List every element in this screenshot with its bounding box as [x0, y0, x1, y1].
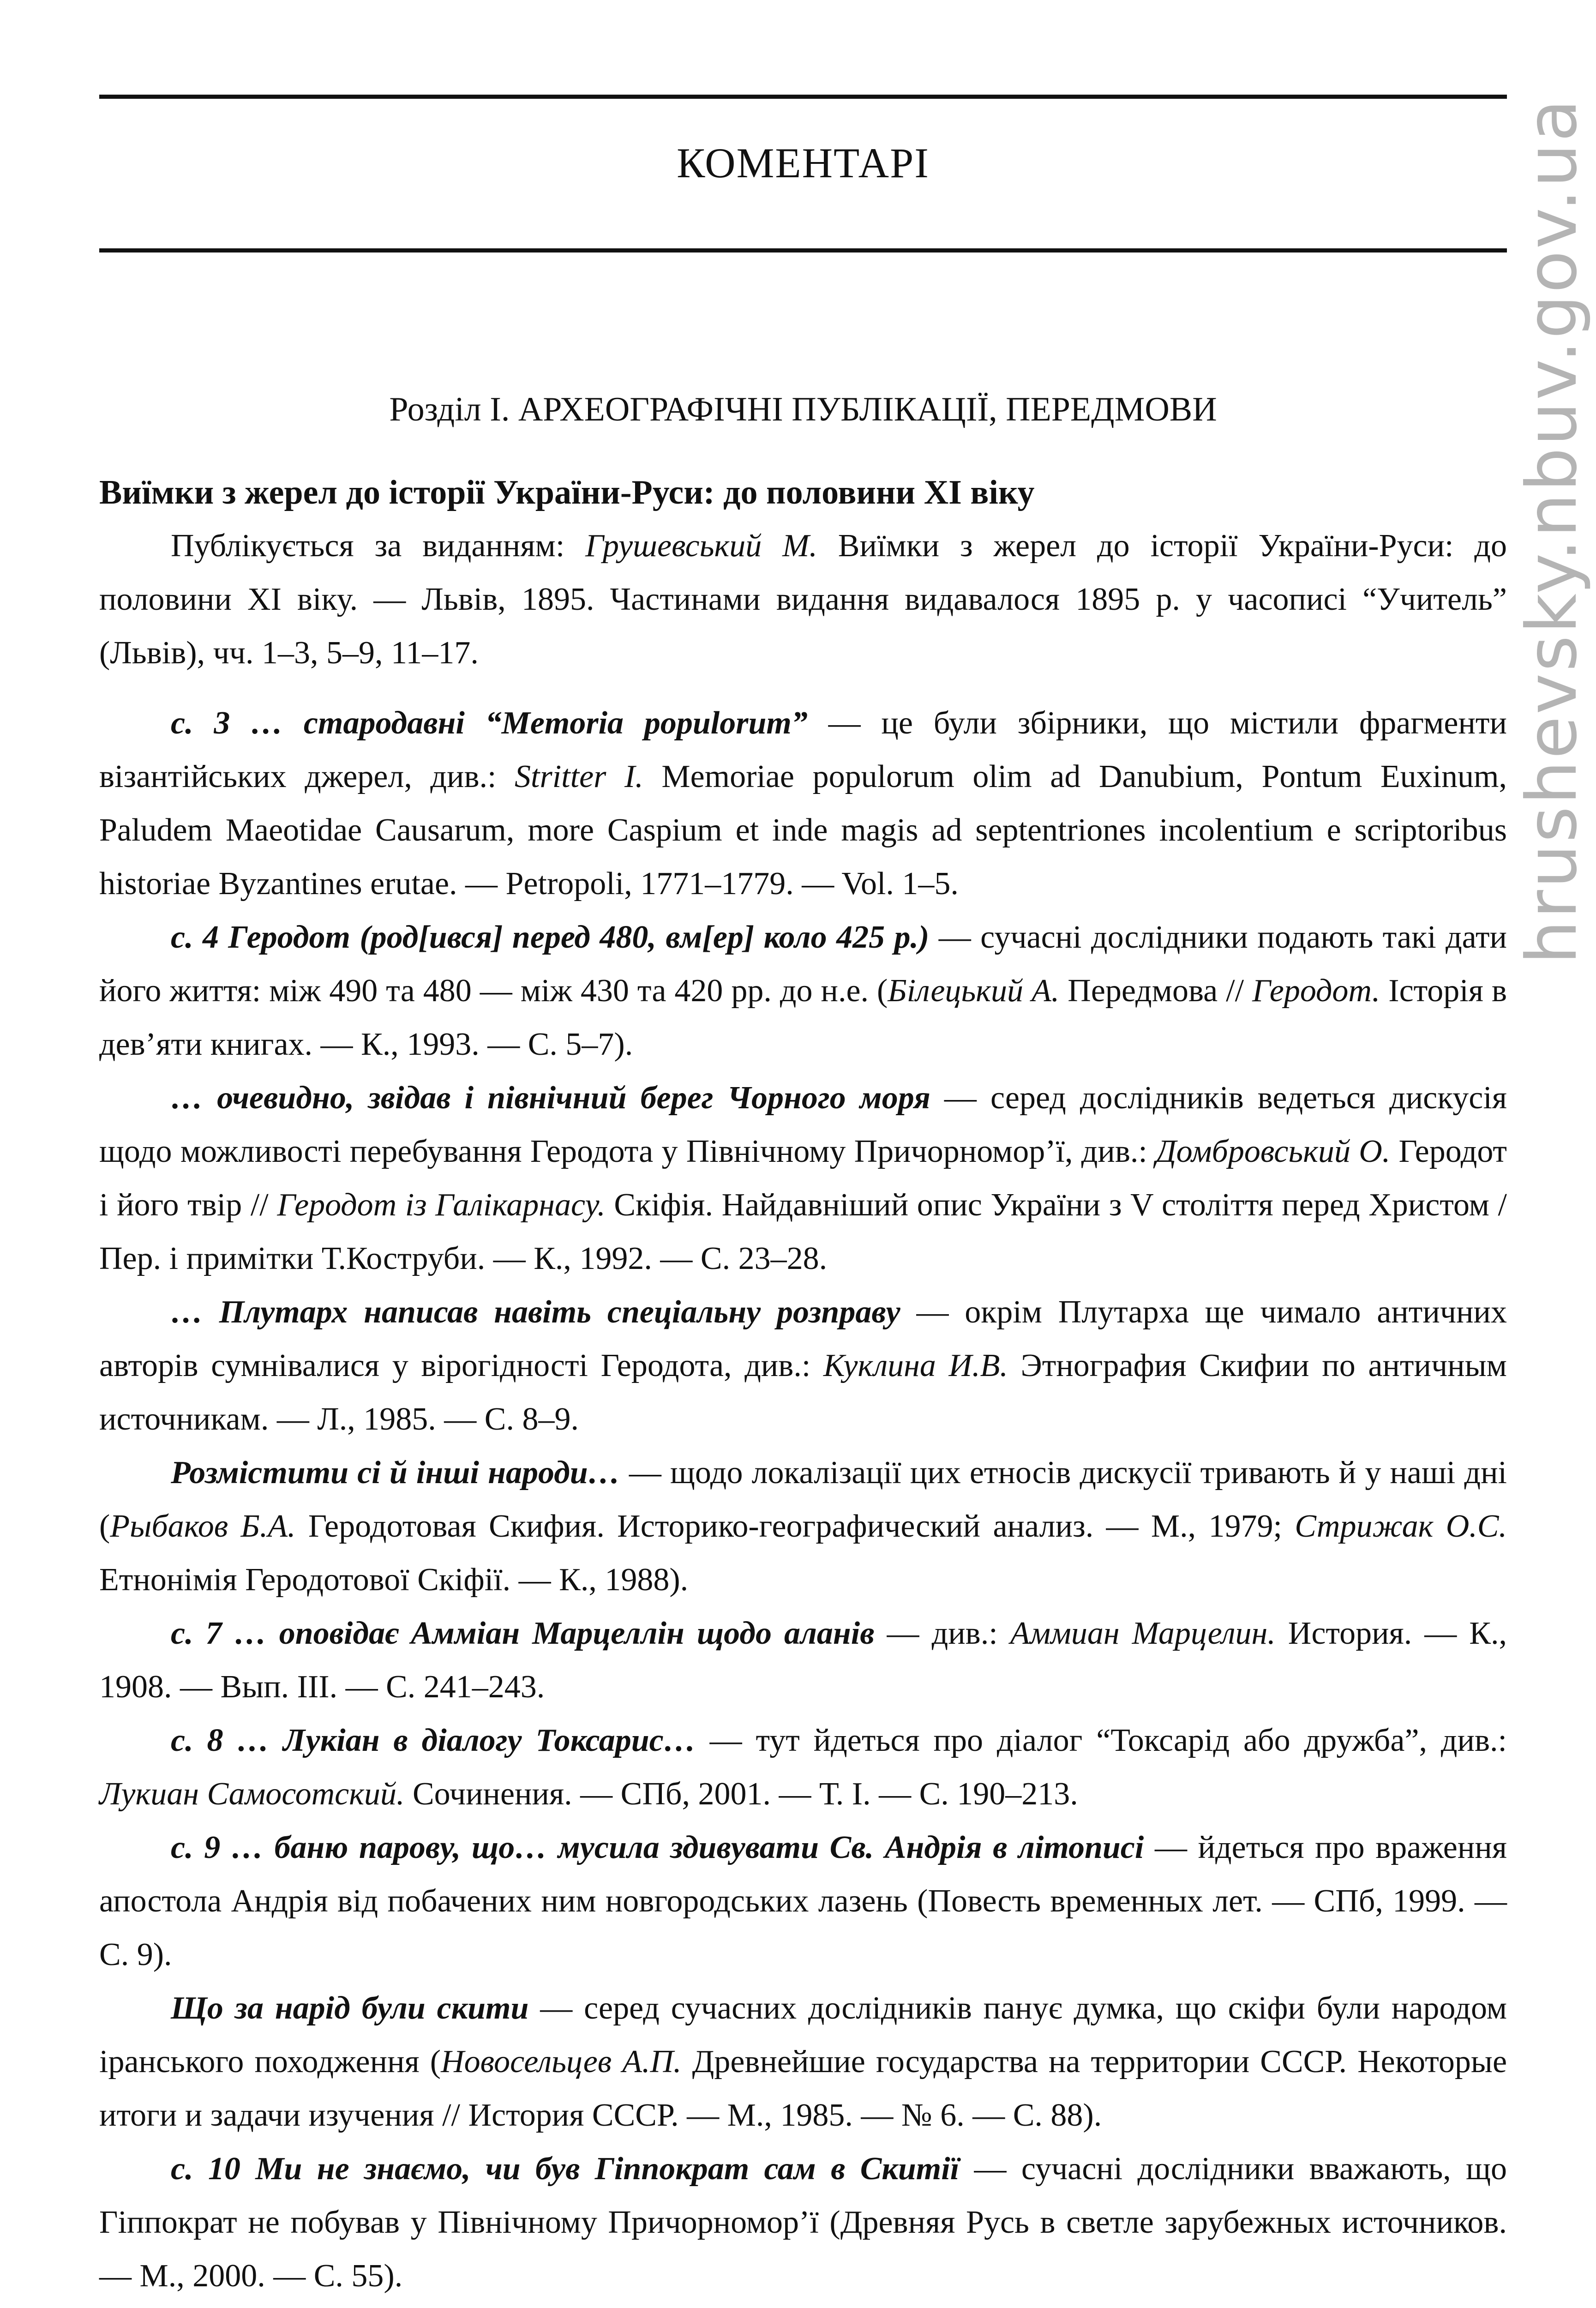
bottom-rule: [99, 248, 1507, 252]
commentary-text: Геродотовая Скифия. Историко-географический анализ. — М., 1979;: [295, 1509, 1295, 1544]
commentary-text: Сочинения. — СПб, 2001. — Т. I. — С. 190–213.: [404, 1776, 1078, 1812]
commentary-text: Етнонімія Геродотової Скіфії. — К., 1988).: [99, 1562, 689, 1598]
author-reference: Лукиан Самосотский.: [99, 1776, 405, 1812]
commentary-lemma: с. 7 … оповідає Амміан Марцеллін щодо аланів: [171, 1616, 875, 1651]
author-reference: Новосельцев А.П.: [441, 2044, 682, 2080]
commentary-text: — сучасні дослідники вважають, що Гіппократ не побував у Північному Причорномор’ї (Древняя Русь в светле зарубежных источников. — М., 2000. — С. 55).: [99, 2151, 1507, 2294]
commentary-paragraph: [99, 1286, 1507, 1446]
commentary-paragraph: [99, 519, 1507, 680]
commentary-text: Історія в дев’яти книгах. — К., 1993. — С. 5–7).: [99, 973, 1507, 1062]
commentary-text: — серед дослідників ведеться дискусія щодо можливості перебування Геродота у Північному Причорномор’ї, див.:: [99, 1080, 1507, 1169]
page-title: КОМЕНТАРІ: [677, 139, 930, 186]
commentary-lemma: с. 4 Геродот (род[ився] перед 480, вм[ер] коло 425 р.): [171, 920, 930, 955]
commentary-lemma: с. 8 … Лукіан в діалогу Токсарис…: [171, 1723, 696, 1758]
commentary-lemma: Що за нарід були скити: [171, 1990, 529, 2026]
commentary-text: — див.:: [874, 1616, 1010, 1651]
author-reference: Куклина И.В.: [823, 1348, 1008, 1383]
commentary-paragraph: [99, 1714, 1507, 1821]
commentary-paragraph: [99, 1071, 1507, 1286]
commentary-paragraph: [99, 2303, 1507, 2308]
commentary-text: Скіфія. Найдавніший опис України з V століття перед Христом / Пер. і примітки Т.Коструби. — К., 1992. — С. 23–28.: [99, 1187, 1507, 1276]
commentary-text: Memoriae populorum olim ad Danubium, Pontum Euxinum, Paludem Maeotidae Causarum, more Caspium et inde magis ad septentriones incolentium e scriptoribus historiae Byzantines erutae. — Petropoli, 1771–1779. — Vol. 1–5.: [99, 759, 1507, 902]
commentary-text: — йдеться про враження апостола Андрія від побачених ним новгородських лазень (Повесть временных лет. — СПб, 1999. — С. 9).: [99, 1830, 1507, 1972]
commentary-paragraph: [99, 1607, 1507, 1714]
commentary-lemma: … очевидно, звідав і північний берег Чорного моря: [171, 1080, 930, 1116]
commentary-text: — тут йдеться про діалог “Токсарід або дружба”, див.:: [696, 1723, 1507, 1758]
commentary-text: Виїмки з жерел до історії України-Руси: до половини XI віку. — Львів, 1895. Частинами видання видавалося 1895 р. у часописі “Учитель” (Львів), чч. 1–3, 5–9, 11–17.: [99, 528, 1507, 671]
commentary-text: — серед сучасних дослідників панує думка, що скіфи були народом іранського походження (: [99, 1990, 1507, 2080]
top-rule: [99, 95, 1507, 99]
commentary-text: — це були збірники, що містили фрагменти візантійських джерел, див.:: [99, 705, 1507, 794]
commentary-paragraph: [99, 1446, 1507, 1607]
commentary-paragraph: [99, 1821, 1507, 1982]
commentary-text: — щодо локалізації цих етносів дискусії тривають й у наші дні (: [99, 1455, 1507, 1544]
author-reference: Грушевський М.: [585, 528, 817, 564]
author-reference: Стрижак О.С.: [1295, 1509, 1507, 1544]
commentary-paragraph: [99, 911, 1507, 1071]
commentary-paragraph: [99, 1982, 1507, 2142]
watermark: [1512, 0, 1592, 1062]
commentary-text: Древнейшие государства на территории СССР. Некоторые итоги и задачи изучения // История СССР. — М., 1985. — № 6. — С. 88).: [99, 2044, 1507, 2133]
author-reference: Геродот із Галікарнасу.: [277, 1187, 606, 1223]
commentary-text: — сучасні дослідники подають такі дати його життя: між 490 та 480 — між 430 та 420 рр. до н.е. (: [99, 920, 1507, 1009]
commentary-text: Передмова //: [1059, 973, 1253, 1009]
author-reference: Аммиан Марцелин.: [1010, 1616, 1276, 1651]
commentary-lemma: с. 3 … стародавні “Memoria populorum”: [171, 705, 808, 741]
commentary-text: Публікується за виданням:: [171, 528, 586, 564]
section-heading: Розділ І. АРХЕОГРАФІЧНІ ПУБЛІКАЦІЇ, ПЕРЕДМОВИ: [389, 391, 1217, 428]
author-reference: Геродот.: [1252, 973, 1380, 1009]
commentary-lemma: с. 9 … баню парову, що… мусила здивувати Св. Андрія в літописі: [171, 1830, 1144, 1865]
commentary-text: Этнография Скифии по античным источникам. — Л., 1985. — С. 8–9.: [99, 1348, 1507, 1437]
commentary-lemma: … Плутарх написав навіть спеціальну розправу: [171, 1294, 900, 1330]
commentary-lemma: Розмістити сі й інші народи…: [171, 1455, 620, 1491]
commentary-body: [99, 519, 1507, 2308]
commentary-text: История. — К., 1908. — Вып. III. — С. 241–243.: [99, 1616, 1507, 1705]
commentary-text: Геродот і його твір //: [99, 1134, 1507, 1223]
author-reference: Домбровський О.: [1156, 1134, 1391, 1169]
commentary-paragraph: [99, 2142, 1507, 2303]
author-reference: Білецький А.: [888, 973, 1060, 1009]
commentary-paragraph: [99, 697, 1507, 911]
author-reference: Рыбаков Б.А.: [110, 1509, 296, 1544]
author-reference: Stritter I.: [515, 759, 643, 794]
subsection-heading: Виїмки з жерел до історії України-Руси: до половини XI віку: [99, 474, 1035, 511]
watermark-text: hrushevsky.nbuv.gov.ua: [1512, 97, 1592, 964]
commentary-lemma: с. 10 Ми не знаємо, чи був Гіппократ сам в Скитії: [171, 2151, 960, 2187]
commentary-text: — окрім Плутарха ще чимало античних авторів сумнівалися у вірогідності Геродота, див.:: [99, 1294, 1507, 1383]
